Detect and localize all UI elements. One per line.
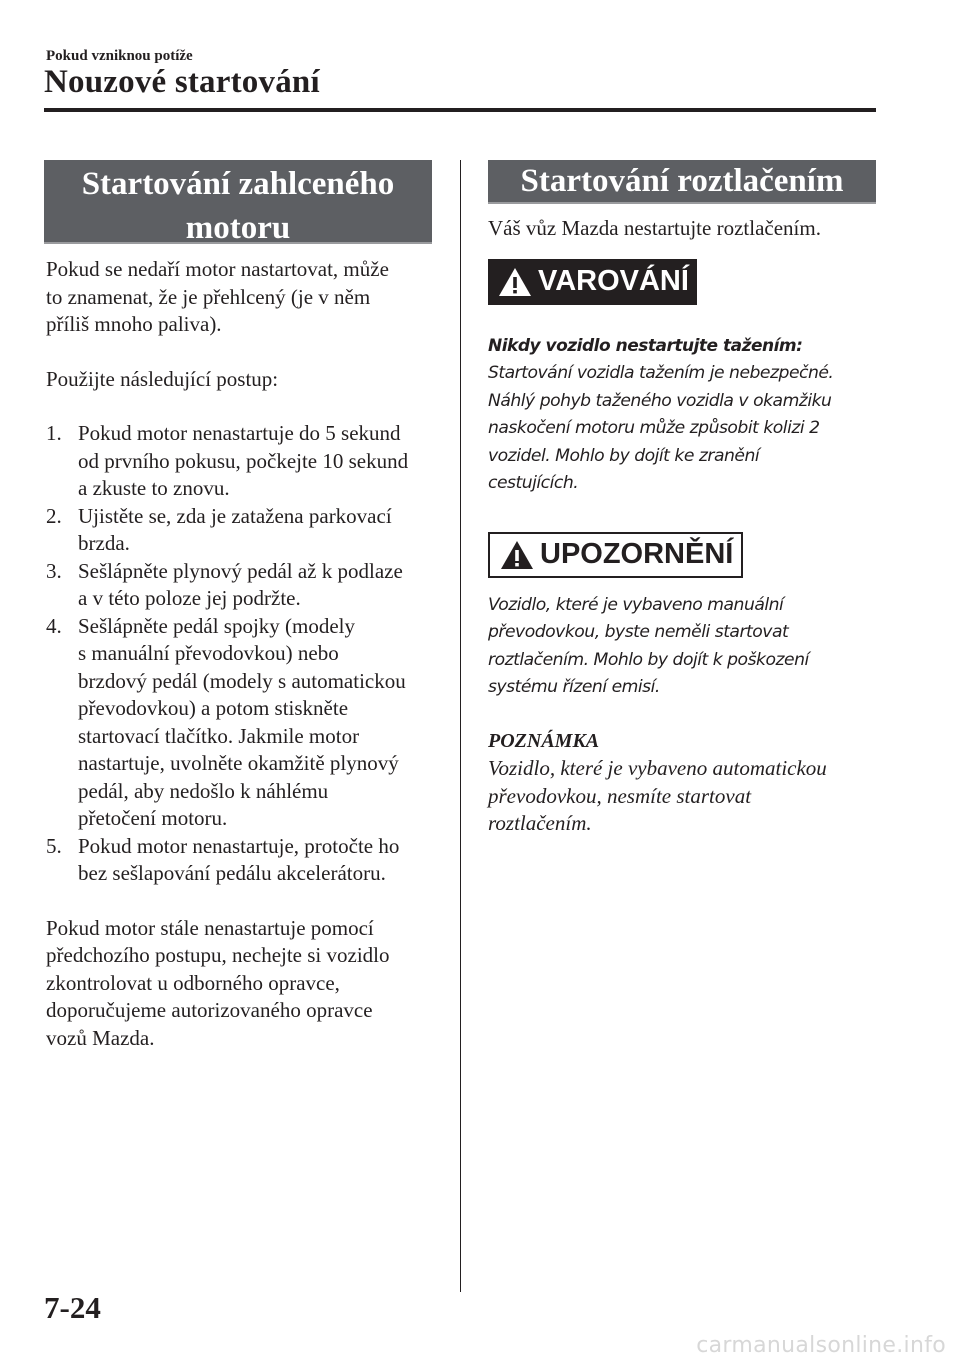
- step-number: 5.: [46, 833, 62, 858]
- step-line: přetočení motoru.: [78, 806, 228, 830]
- warning-line: naskočení motoru může způsobit kolizi 2: [488, 418, 820, 438]
- note-line: převodovkou, nesmíte startovat: [488, 783, 752, 808]
- title-rule: [44, 108, 876, 112]
- closing-line: doporučujeme autorizovaného opravce: [46, 998, 373, 1022]
- step-line: od prvního pokusu, počkejte 10 sekund: [78, 448, 409, 473]
- caution-line: roztlačením. Mohlo by dojít k poškození: [488, 649, 809, 670]
- note-line: roztlačením.: [488, 811, 592, 835]
- step-line: brzdový pedál (modely s automatickou: [78, 668, 406, 693]
- step-line: a zkuste to znovu.: [78, 476, 230, 500]
- caution-line: systému řízení emisí.: [488, 677, 660, 697]
- breadcrumb: Pokud vzniknou potíže: [46, 48, 193, 64]
- step-line: a v této poloze jej podržte.: [78, 586, 301, 610]
- warning-line: Startování vozidla tažením je nebezpečné.: [488, 363, 834, 383]
- caution-triangle-icon: [500, 540, 534, 570]
- step-item: [46, 833, 446, 888]
- warning-badge: [488, 259, 697, 305]
- step-line: Sešlápněte plynový pedál až k podlaze: [78, 558, 403, 583]
- intro-line: to znamenat, že je přehlcený (je v něm: [46, 284, 371, 309]
- step-item: [46, 420, 446, 503]
- step-line: brzda.: [78, 531, 130, 555]
- warning-triangle-icon: [498, 267, 532, 297]
- warning-box: [488, 259, 878, 498]
- procedure-steps: [46, 420, 446, 888]
- watermark: carmanualsonline.info: [696, 1333, 946, 1358]
- step-line: Pokud motor nenastartuje do 5 sekund: [78, 421, 401, 445]
- page-number: 7-24: [44, 1290, 101, 1325]
- note-line: Vozidlo, které je vybaveno automatickou: [488, 756, 827, 780]
- step-item: [46, 613, 446, 833]
- warning-line: cestujících.: [488, 473, 579, 493]
- closing-line: zkontrolovat u odborného opravce,: [46, 970, 340, 995]
- warning-label: VAROVÁNÍ: [538, 265, 689, 297]
- note-box: [488, 728, 878, 838]
- closing-line: předchozího postupu, nechejte si vozidlo: [46, 943, 390, 967]
- procedure-label: Použijte následující postup:: [46, 366, 279, 391]
- step-line: startovací tlačítko. Jakmile motor: [78, 723, 360, 748]
- step-number: 1.: [46, 421, 62, 445]
- push-start-section: [488, 215, 878, 838]
- step-item: [46, 558, 446, 613]
- step-line: nastartuje, uvolněte okamžitě plynový: [78, 751, 399, 775]
- section-heading-push-start: Startování roztlačením: [488, 160, 876, 204]
- warning-line: Náhlý pohyb taženého vozidla v okamžiku: [488, 390, 832, 411]
- note-text: [488, 755, 878, 838]
- step-line: Pokud motor nenastartuje, protočte ho: [78, 833, 400, 858]
- intro-line: příliš mnoho paliva).: [46, 312, 222, 336]
- step-item: [46, 503, 446, 558]
- step-line: s manuální převodovkou) nebo: [78, 641, 339, 665]
- closing-line: Pokud motor stále nenastartuje pomocí: [46, 915, 374, 940]
- warning-heading: Nikdy vozidlo nestartujte tažením:: [488, 335, 803, 356]
- section-heading-line-1: Startování zahlceného: [81, 166, 395, 202]
- push-start-intro: Váš vůz Mazda nestartujte roztlačením.: [488, 216, 821, 240]
- column-divider: [460, 160, 461, 1292]
- caution-box: [488, 532, 878, 702]
- intro-paragraph: [46, 256, 446, 339]
- warning-line: vozidel. Mohlo by dojít ke zranění: [488, 445, 760, 466]
- caution-line: převodovkou, byste neměli startovat: [488, 622, 789, 642]
- closing-line: vozů Mazda.: [46, 1025, 155, 1050]
- page-title: Nouzové startování: [44, 64, 320, 100]
- step-number: 3.: [46, 558, 62, 583]
- flooded-engine-section: [46, 256, 446, 1052]
- caution-badge: [488, 532, 743, 578]
- step-line: bez sešlapování pedálu akcelerátoru.: [78, 861, 386, 885]
- step-line: Sešlápněte pedál spojky (modely: [78, 613, 356, 638]
- step-line: Ujistěte se, zda je zatažena parkovací: [78, 503, 392, 528]
- step-line: převodovkou) a potom stiskněte: [78, 696, 349, 720]
- caution-text: [488, 592, 878, 702]
- note-label: POZNÁMKA: [488, 729, 600, 752]
- section-heading-line-2: motoru: [185, 210, 291, 246]
- closing-paragraph: [46, 915, 446, 1053]
- caution-label: UPOZORNĚNÍ: [540, 538, 734, 570]
- step-number: 4.: [46, 613, 62, 638]
- warning-text: [488, 360, 878, 498]
- caution-line: Vozidlo, které je vybaveno manuální: [488, 594, 784, 615]
- step-number: 2.: [46, 503, 62, 528]
- intro-line: Pokud se nedaří motor nastartovat, může: [46, 257, 389, 281]
- section-heading-flooded-engine: [44, 160, 432, 244]
- step-line: pedál, aby nedošlo k náhlému: [78, 778, 329, 803]
